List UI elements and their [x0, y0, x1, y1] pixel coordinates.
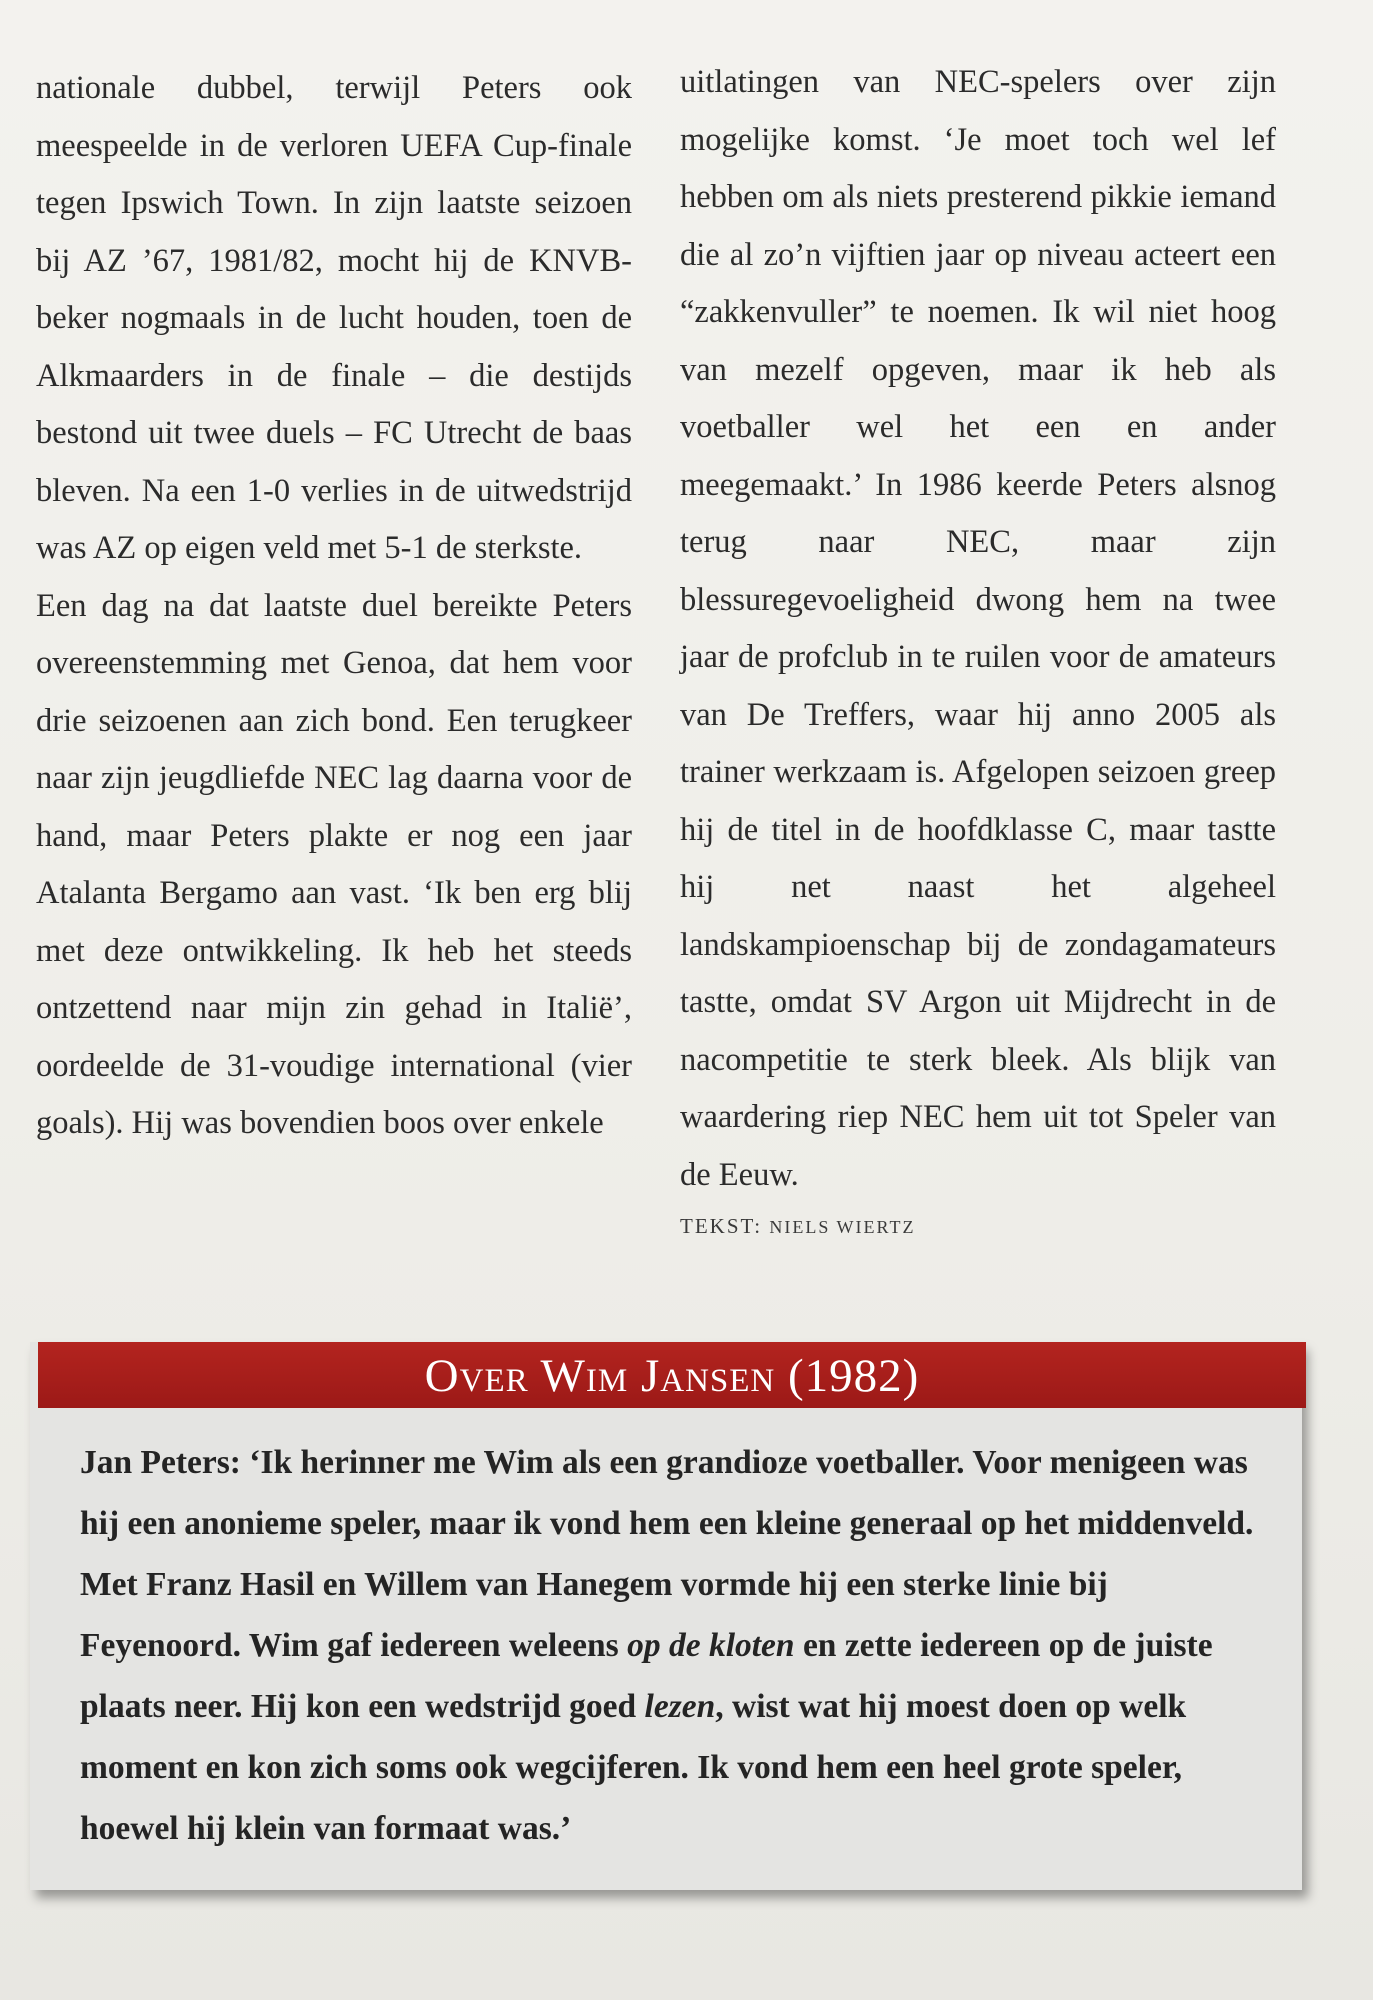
sidebar-text-italic: op de kloten — [627, 1627, 795, 1664]
author-credit — [680, 1206, 1276, 1247]
article-column-right — [680, 54, 1276, 1247]
sidebar-text-italic: lezen — [644, 1688, 716, 1725]
sidebar-text-part: Jan Peters: ‘Ik herinner me Wim als een grandioze voetballer. Voor menigeen was hij een anonieme speler, maar ik vond hem een kleine generaal op het middenveld. Met Franz Hasil en Willem van Hanegem vormde hij een sterke linie bij Feyenoord. Wim gaf iedereen weleens — [80, 1444, 1254, 1664]
article-paragraph: nationale dubbel, terwijl Peters ook meespeelde in de verloren UEFA Cup-finale tegen Ipswich Town. In zijn laatste seizoen bij AZ ’67, 1981/82, mocht hij de KNVB-beker nogmaals in de lucht houden, toen de Alkmaarders in de finale – die destijds bestond uit twee duels – FC Utrecht de baas bleven. Na een 1-0 verlies in de uitwedstrijd was AZ op eigen veld met 5-1 de sterkste. — [36, 70, 632, 566]
sidebar-text — [80, 1432, 1260, 1859]
article-columns — [36, 60, 1296, 1260]
sidebar-title: Over Wim Jansen (1982) — [38, 1342, 1306, 1408]
credit-name: NIELS WIERTZ — [769, 1217, 916, 1237]
sidebar-box — [30, 1342, 1302, 1890]
article-paragraph: Een dag na dat laatste duel bereikte Peters overeenstemming met Genoa, dat hem voor drie seizoenen aan zich bond. Een terugkeer naar zijn jeugdliefde NEC lag daarna voor de hand, maar Peters plakte er nog een jaar Atalanta Bergamo aan vast. ‘Ik ben erg blij met deze ontwikkeling. Ik heb het steeds ontzettend naar mijn zin gehad in Italië’, oordeelde de 31-voudige international (vier goals). Hij was bovendien boos over enkele — [36, 587, 632, 1141]
article-paragraph: uitlatingen van NEC-spelers over zijn mogelijke komst. ‘Je moet toch wel lef hebben om als niets presterend pikkie iemand die al zo’n vijftien jaar op niveau acteert een “zakkenvuller” te noemen. Ik wil niet hoog van mezelf opgeven, maar ik heb als voetballer wel het een en ander meegemaakt.’ In 1986 keerde Peters alsnog terug naar NEC, maar zijn blessuregevoeligheid dwong hem na twee jaar de profclub in te ruilen voor de amateurs van De Treffers, waar hij anno 2005 als trainer werkzaam is. Afgelopen seizoen greep hij de titel in de hoofdklasse C, maar tastte hij net naast het algeheel landskampioenschap bij de zondagamateurs tastte, omdat SV Argon uit Mijdrecht in de nacompetitie te sterk bleek. Als blijk van waardering riep NEC hem uit tot Speler van de Eeuw. — [680, 64, 1276, 1193]
sidebar-text-part: , wist wat hij moest doen op welk moment en kon zich soms ook wegcijferen. Ik vond hem een heel grote speler, hoewel hij klein van formaat was.’ — [80, 1688, 1187, 1847]
sidebar-text-part: en zette iedereen op de juiste plaats neer. Hij kon een wedstrijd goed — [80, 1627, 1213, 1725]
article-column-left — [36, 60, 632, 1153]
credit-label: TEKST: — [680, 1214, 763, 1238]
